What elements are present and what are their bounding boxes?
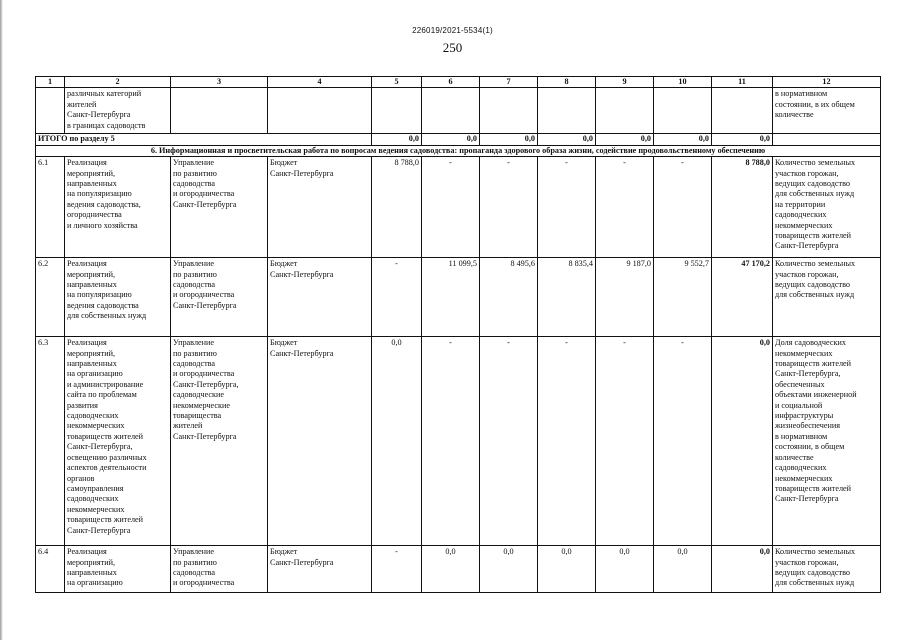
value-cell: - <box>480 337 538 546</box>
activity-cell: различных категорий жителей Санкт-Петербурга в границах садоводств <box>65 88 171 134</box>
row-number: 6.2 <box>36 258 65 337</box>
value-cell: 0,0 <box>538 546 596 593</box>
value-cell: 11 099,5 <box>422 258 480 337</box>
column-number: 3 <box>171 77 268 88</box>
total-value: 0,0 <box>654 134 712 145</box>
section-title: 6. Информационная и просветительская работа по вопросам ведения садоводства: пропаганда здорового образа жизни, содействие продовольственному обеспечению <box>36 145 881 156</box>
column-number: 4 <box>268 77 372 88</box>
column-number: 12 <box>773 77 881 88</box>
value-cell: 9 187,0 <box>596 258 654 337</box>
executor-cell: Управление по развитию садоводства и огородничества Санкт-Петербурга, садоводческие некоммерческие товарищества жителей Санкт-Петербурга <box>171 337 268 546</box>
scan-edge <box>0 0 3 640</box>
total-value: 0,0 <box>596 134 654 145</box>
value-cell: - <box>372 546 422 593</box>
indicator-cell: Доля садоводческих некоммерческих товариществ жителей Санкт-Петербурга, обеспеченных объектами инженерной и социальной инфраструктуры жизнеобеспечения в нормативном состоянии, в общем количестве садоводческих некоммерческих товариществ жителей Санкт-Петербурга <box>773 337 881 546</box>
indicator-cell: в нормативном состоянии, в их общем количестве <box>773 88 881 134</box>
column-number: 1 <box>36 77 65 88</box>
program-table <box>35 76 881 593</box>
value-cell: - <box>422 157 480 258</box>
value-cell: - <box>596 337 654 546</box>
row-number: 6.3 <box>36 337 65 546</box>
activity-cell: Реализация мероприятий, направленных на популяризацию ведения садоводства для собственных нужд <box>65 258 171 337</box>
value-cell: 0,0 <box>422 546 480 593</box>
funding-source-cell: Бюджет Санкт-Петербурга <box>268 337 372 546</box>
table-row <box>36 546 881 593</box>
column-number-row <box>36 77 881 88</box>
indicator-cell: Количество земельных участков горожан, ведущих садоводство для собственных нужд <box>773 258 881 337</box>
total-value-cell: 0,0 <box>712 546 773 593</box>
row-number: 6.1 <box>36 157 65 258</box>
column-number: 6 <box>422 77 480 88</box>
total-row <box>36 134 881 145</box>
funding-source-cell: Бюджет Санкт-Петербурга <box>268 157 372 258</box>
total-label: ИТОГО по разделу 5 <box>36 134 372 145</box>
value-cell: 0,0 <box>480 546 538 593</box>
activity-cell: Реализация мероприятий, направленных на организацию и администрирование сайта по проблемам развития садоводческих некоммерческих товариществ жителей Санкт-Петербурга, освещению различных аспектов деятельности органов самоуправления садоводческих некоммерческих товариществ жителей Санкт-Петербурга <box>65 337 171 546</box>
value-cell: - <box>596 157 654 258</box>
value-cell: - <box>654 157 712 258</box>
column-number: 11 <box>712 77 773 88</box>
executor-cell: Управление по развитию садоводства и огородничества Санкт-Петербурга <box>171 258 268 337</box>
executor-cell: Управление по развитию садоводства и огородничества <box>171 546 268 593</box>
value-cell: - <box>654 337 712 546</box>
total-value-cell: 8 788,0 <box>712 157 773 258</box>
value-cell: - <box>372 258 422 337</box>
indicator-cell: Количество земельных участков горожан, ведущих садоводство для собственных нужд на территории садоводческих некоммерческих товариществ жителей Санкт-Петербурга <box>773 157 881 258</box>
total-value: 0,0 <box>538 134 596 145</box>
total-value: 0,0 <box>712 134 773 145</box>
total-value: 0,0 <box>422 134 480 145</box>
total-value-cell: 0,0 <box>712 337 773 546</box>
table-row <box>36 157 881 258</box>
value-cell: 8 835,4 <box>538 258 596 337</box>
value-cell: 0,0 <box>596 546 654 593</box>
table-row <box>36 337 881 546</box>
funding-source-cell: Бюджет Санкт-Петербурга <box>268 258 372 337</box>
value-cell: - <box>422 337 480 546</box>
total-value-cell: 47 170,2 <box>712 258 773 337</box>
value-cell: 0,0 <box>372 337 422 546</box>
column-number: 8 <box>538 77 596 88</box>
value-cell: 8 495,6 <box>480 258 538 337</box>
total-value: 0,0 <box>372 134 422 145</box>
activity-cell: Реализация мероприятий, направленных на популяризацию ведения садоводства, огородничества и личного хозяйства <box>65 157 171 258</box>
page-number: 250 <box>442 40 463 55</box>
document-id: 226019/2021-5534(1) <box>412 26 493 35</box>
section-title-row <box>36 145 881 156</box>
value-cell: - <box>480 157 538 258</box>
value-cell: 9 552,7 <box>654 258 712 337</box>
indicator-cell: Количество земельных участков горожан, ведущих садоводство для собственных нужд <box>773 546 881 593</box>
continuation-row <box>36 88 881 134</box>
value-cell: - <box>538 157 596 258</box>
column-number: 5 <box>372 77 422 88</box>
value-cell: - <box>538 337 596 546</box>
total-value: 0,0 <box>480 134 538 145</box>
value-cell: 0,0 <box>654 546 712 593</box>
funding-source-cell: Бюджет Санкт-Петербурга <box>268 546 372 593</box>
row-number: 6.4 <box>36 546 65 593</box>
activity-cell: Реализация мероприятий, направленных на организацию <box>65 546 171 593</box>
column-number: 7 <box>480 77 538 88</box>
value-cell: 8 788,0 <box>372 157 422 258</box>
column-number: 10 <box>654 77 712 88</box>
table-row <box>36 258 881 337</box>
column-number: 9 <box>596 77 654 88</box>
column-number: 2 <box>65 77 171 88</box>
executor-cell: Управление по развитию садоводства и огородничества Санкт-Петербурга <box>171 157 268 258</box>
